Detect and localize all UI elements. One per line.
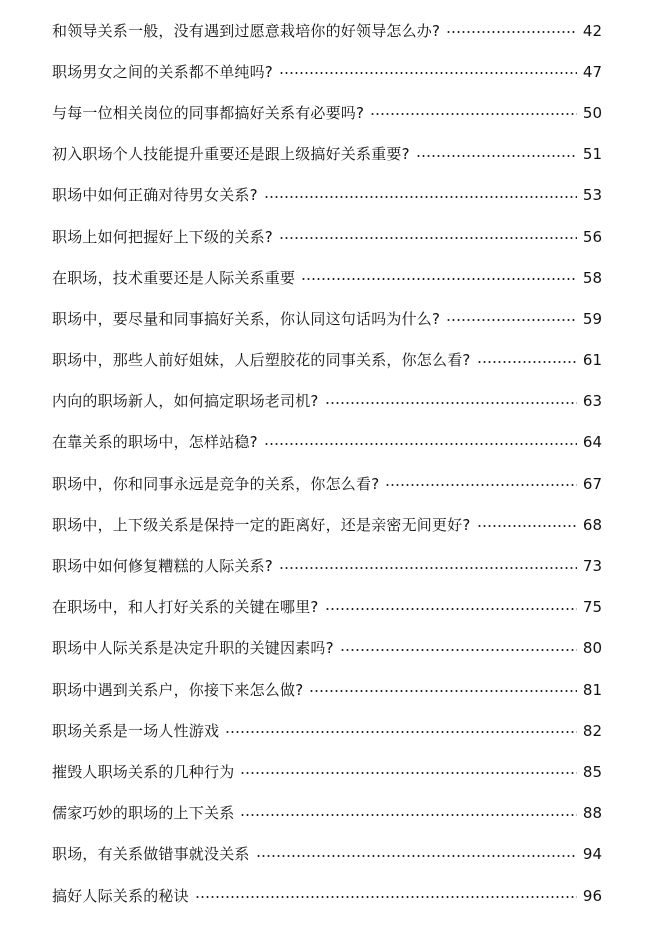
toc-entry-page-number: 96	[582, 886, 602, 905]
toc-dot-leader	[301, 278, 577, 280]
toc-entry[interactable]	[52, 545, 602, 586]
toc-entry-title: 职场上如何把握好上下级的关系?	[52, 227, 273, 246]
toc-entry-title: 搞好人际关系的秘诀	[52, 886, 189, 905]
toc-entry[interactable]	[52, 257, 602, 298]
toc-entry-title: 职场中，你和同事永远是竞争的关系，你怎么看?	[52, 474, 380, 493]
toc-entry-title: 职场中，上下级关系是保持一定的距离好，还是亲密无间更好?	[52, 515, 471, 534]
toc-entry-page-number: 58	[582, 268, 602, 287]
toc-entry[interactable]	[52, 51, 602, 92]
toc-entry-title: 职场男女之间的关系都不单纯吗?	[52, 62, 273, 81]
toc-entry-title: 摧毁人职场关系的几种行为	[52, 762, 235, 781]
toc-dot-leader	[446, 319, 577, 321]
toc-entry[interactable]	[52, 216, 602, 257]
toc-entry-page-number: 68	[582, 515, 602, 534]
toc-entry[interactable]	[52, 793, 602, 834]
toc-entry-title: 职场中如何修复糟糕的人际关系?	[52, 557, 273, 576]
toc-entry[interactable]	[52, 751, 602, 792]
toc-entry[interactable]	[52, 504, 602, 545]
toc-entry[interactable]	[52, 92, 602, 133]
toc-entry-title: 在职场中，和人打好关系的关键在哪里?	[52, 598, 319, 617]
toc-dot-leader	[279, 72, 577, 74]
toc-dot-leader	[416, 155, 577, 157]
toc-entry-page-number: 63	[582, 392, 602, 411]
toc-dot-leader	[477, 361, 577, 363]
toc-entry[interactable]	[52, 710, 602, 751]
toc-entry-page-number: 59	[582, 309, 602, 328]
toc-dot-leader	[240, 772, 577, 774]
toc-entry-title: 初入职场个人技能提升重要还是跟上级搞好关系重要?	[52, 145, 410, 164]
toc-entry-page-number: 47	[582, 62, 602, 81]
toc-entry[interactable]	[52, 463, 602, 504]
toc-entry[interactable]	[52, 628, 602, 669]
toc-entry-page-number: 73	[582, 557, 602, 576]
toc-entry-page-number: 64	[582, 433, 602, 452]
toc-entry-title: 在职场，技术重要还是人际关系重要	[52, 268, 296, 287]
toc-entry[interactable]	[52, 834, 602, 875]
toc-dot-leader	[325, 402, 577, 404]
toc-entry-page-number: 53	[582, 186, 602, 205]
toc-entry[interactable]	[52, 875, 602, 916]
toc-dot-leader	[264, 443, 577, 445]
toc-entry-page-number: 51	[582, 145, 602, 164]
table-of-contents	[52, 10, 602, 916]
toc-entry-title: 职场中人际关系是决定升职的关键因素吗?	[52, 639, 334, 658]
toc-entry-title: 职场中如何正确对待男女关系?	[52, 186, 258, 205]
toc-dot-leader	[240, 814, 577, 816]
toc-entry-page-number: 75	[582, 598, 602, 617]
toc-entry-page-number: 61	[582, 351, 602, 370]
toc-entry[interactable]	[52, 422, 602, 463]
toc-entry[interactable]	[52, 381, 602, 422]
toc-entry[interactable]	[52, 340, 602, 381]
toc-dot-leader	[309, 690, 577, 692]
toc-entry-title: 职场中遇到关系户，你接下来怎么做?	[52, 680, 304, 699]
toc-dot-leader	[477, 525, 577, 527]
toc-entry-page-number: 42	[582, 21, 602, 40]
toc-entry-page-number: 82	[582, 721, 602, 740]
toc-dot-leader	[446, 31, 577, 33]
toc-entry-page-number: 67	[582, 474, 602, 493]
toc-entry-page-number: 81	[582, 680, 602, 699]
toc-entry-title: 职场中，那些人前好姐妹，人后塑胶花的同事关系，你怎么看?	[52, 351, 471, 370]
toc-dot-leader	[256, 855, 577, 857]
toc-entry-page-number: 85	[582, 762, 602, 781]
toc-entry-page-number: 94	[582, 845, 602, 864]
toc-entry-title: 与每一位相关岗位的同事都搞好关系有必要吗?	[52, 103, 365, 122]
toc-dot-leader	[279, 237, 577, 239]
toc-entry-page-number: 50	[582, 103, 602, 122]
toc-entry-title: 职场关系是一场人性游戏	[52, 721, 220, 740]
toc-entry[interactable]	[52, 298, 602, 339]
toc-dot-leader	[340, 649, 577, 651]
toc-entry-title: 在靠关系的职场中，怎样站稳?	[52, 433, 258, 452]
toc-entry-title: 职场，有关系做错事就没关系	[52, 845, 250, 864]
toc-entry[interactable]	[52, 10, 602, 51]
toc-dot-leader	[195, 896, 577, 898]
toc-dot-leader	[370, 113, 577, 115]
toc-entry[interactable]	[52, 134, 602, 175]
toc-dot-leader	[325, 608, 577, 610]
toc-dot-leader	[264, 196, 577, 198]
toc-entry-page-number: 56	[582, 227, 602, 246]
toc-entry[interactable]	[52, 669, 602, 710]
toc-entry[interactable]	[52, 175, 602, 216]
toc-entry-title: 和领导关系一般，没有遇到过愿意栽培你的好领导怎么办?	[52, 21, 441, 40]
toc-entry[interactable]	[52, 587, 602, 628]
toc-entry-title: 职场中，要尽量和同事搞好关系，你认同这句话吗为什么?	[52, 309, 441, 328]
toc-dot-leader	[279, 567, 577, 569]
toc-entry-page-number: 88	[582, 804, 602, 823]
toc-entry-title: 内向的职场新人，如何搞定职场老司机?	[52, 392, 319, 411]
toc-dot-leader	[225, 731, 577, 733]
toc-entry-page-number: 80	[582, 639, 602, 658]
toc-dot-leader	[385, 484, 577, 486]
toc-entry-title: 儒家巧妙的职场的上下关系	[52, 804, 235, 823]
